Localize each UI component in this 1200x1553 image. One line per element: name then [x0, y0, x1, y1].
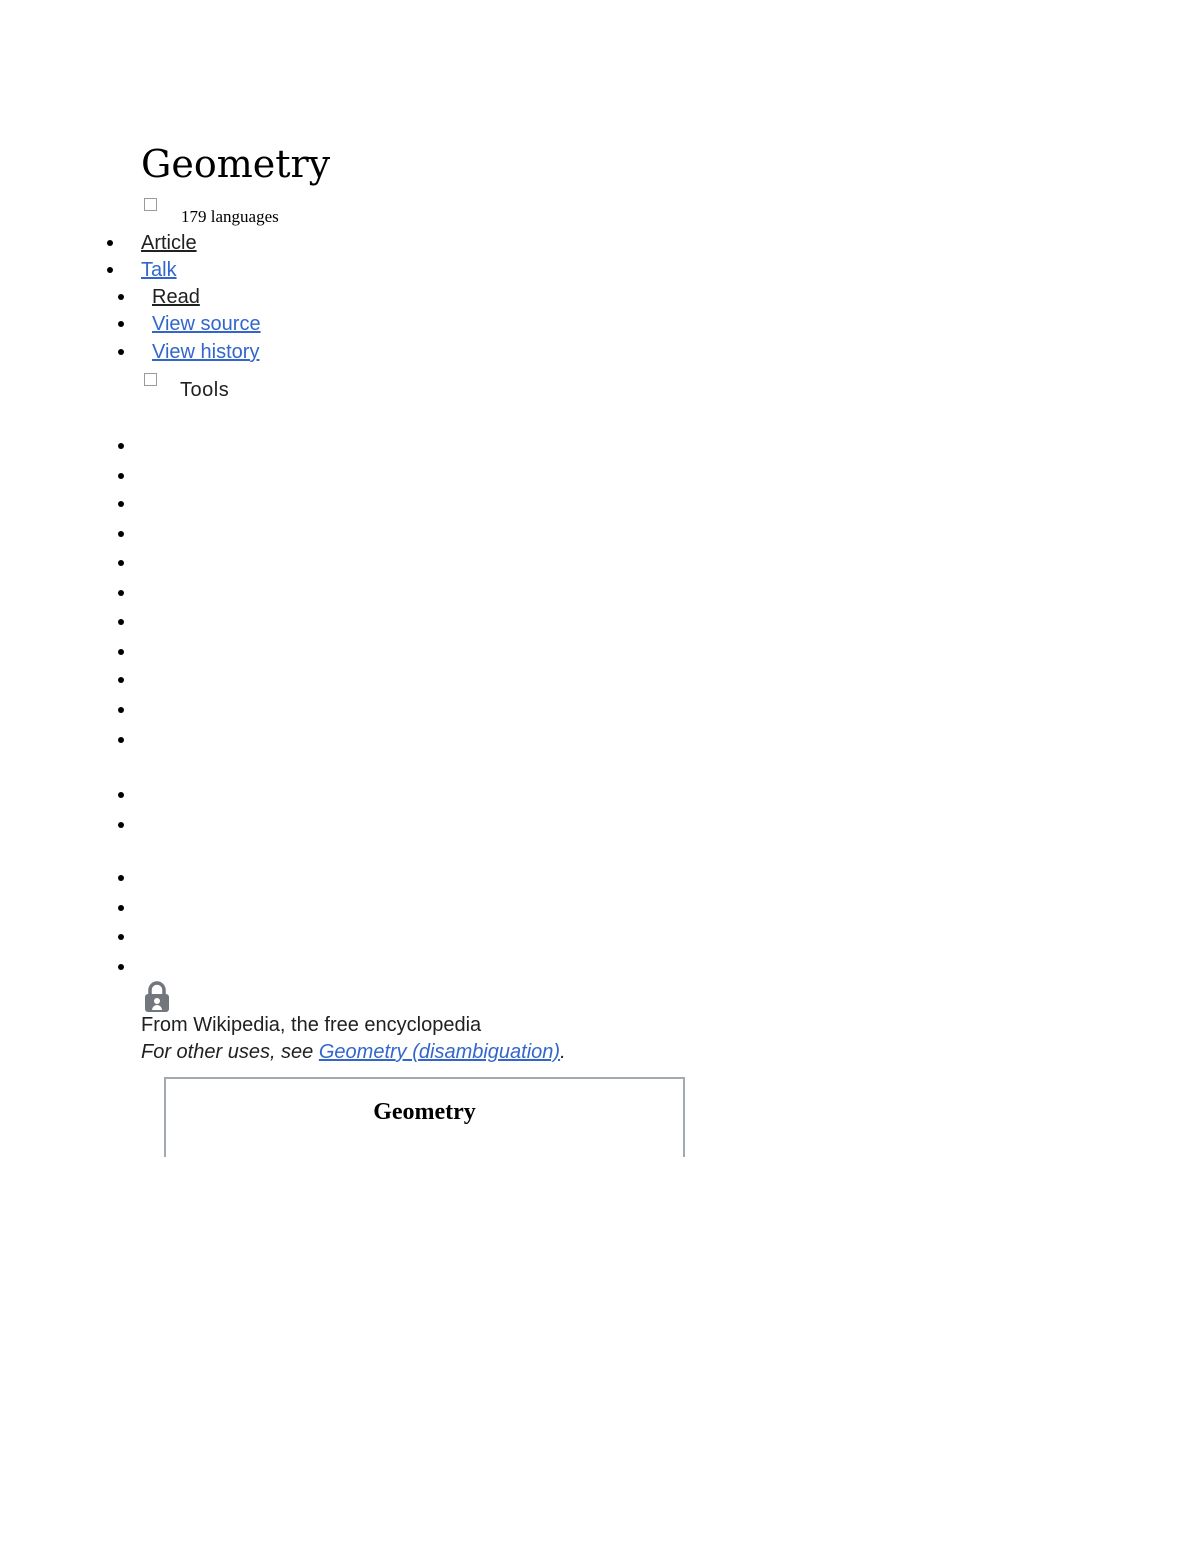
tools-list-item	[118, 531, 124, 537]
tools-list-item	[118, 822, 124, 828]
site-tagline: From Wikipedia, the free encyclopedia	[141, 1014, 482, 1036]
list-bullet	[107, 240, 113, 246]
tools-list-item	[118, 707, 124, 713]
tools-button[interactable]: Tools	[180, 379, 230, 401]
tab-read[interactable]: Read	[152, 286, 200, 308]
tools-list-item	[118, 677, 124, 683]
tools-list-item	[118, 473, 124, 479]
infobox	[164, 1077, 685, 1157]
language-menu-checkbox[interactable]	[144, 198, 157, 211]
tools-menu-checkbox[interactable]	[144, 373, 157, 386]
list-bullet	[118, 294, 124, 300]
infobox-title: Geometry	[373, 1099, 476, 1125]
disambiguation-link[interactable]: Geometry (disambiguation)	[318, 1041, 561, 1063]
tools-list-item	[118, 443, 124, 449]
tab-talk[interactable]: Talk	[141, 259, 177, 281]
tab-view-history[interactable]: View history	[152, 341, 260, 363]
list-bullet	[107, 267, 113, 273]
tab-view-source[interactable]: View source	[152, 313, 261, 335]
tools-list-item	[118, 792, 124, 798]
list-bullet	[118, 349, 124, 355]
page-title: Geometry	[141, 142, 331, 186]
tools-list-item	[118, 590, 124, 596]
tools-list-item	[118, 649, 124, 655]
tools-list-item	[118, 875, 124, 881]
hatnote-suffix: .	[560, 1041, 566, 1063]
lock-icon[interactable]	[143, 981, 171, 1013]
tools-list-item	[118, 560, 124, 566]
list-bullet	[118, 321, 124, 327]
tools-list-item	[118, 964, 124, 970]
hatnote-prefix: For other uses, see	[141, 1041, 319, 1063]
tools-list-item	[118, 934, 124, 940]
hatnote	[141, 1041, 566, 1064]
tab-article[interactable]: Article	[141, 232, 197, 254]
tools-list-item	[118, 737, 124, 743]
tools-list-item	[118, 501, 124, 507]
tools-list-item	[118, 905, 124, 911]
tools-list-item	[118, 619, 124, 625]
languages-button[interactable]: 179 languages	[181, 207, 279, 226]
